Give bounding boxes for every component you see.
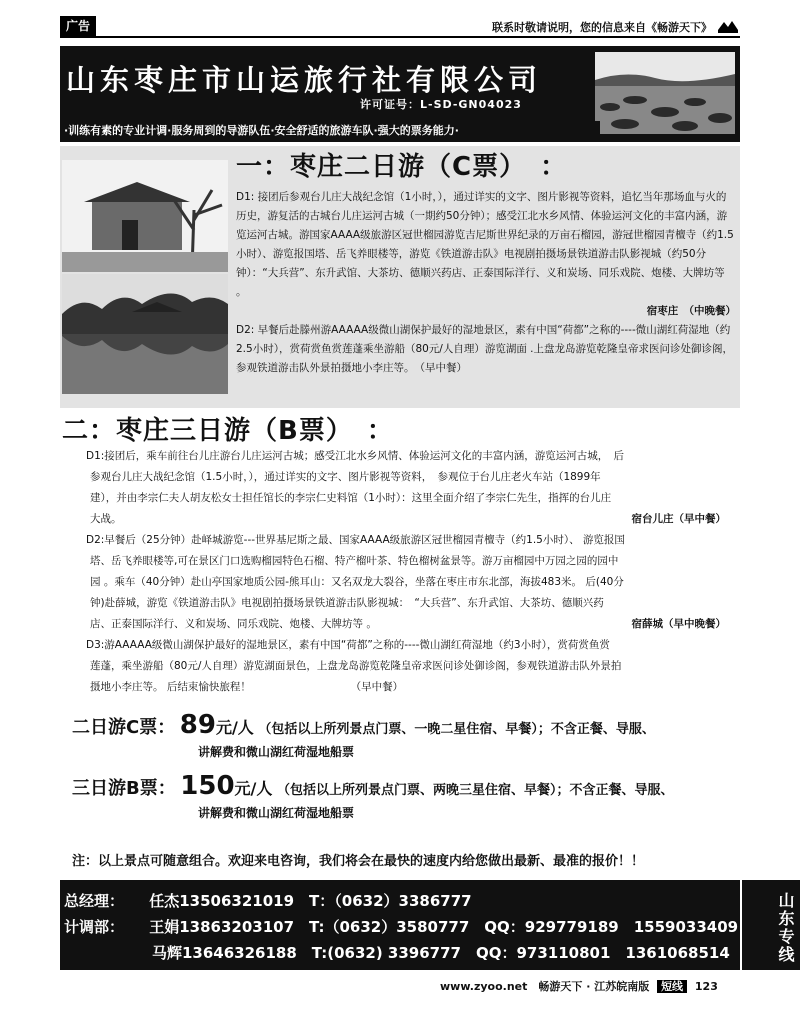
day2-meal: 宿薛城（早中晚餐） — [631, 618, 726, 630]
day3-line: D3:游AAAAA级微山湖保护最好的湿地景区，素有中国“荷都”之称的----微山湖红荷湿地（约3小时），赏荷赏鱼赏 — [86, 639, 610, 651]
day2-line — [86, 614, 726, 635]
b-ticket-price — [72, 771, 732, 802]
magazine-logo-icon — [716, 18, 740, 34]
contact-panel — [60, 880, 740, 970]
day2-itinerary: D2: 早餐后赴滕州游AAAAA级微山湖保护最好的湿地景区，素有中国“荷都”之称的----微山湖红荷湿地（约2.5小时），赏荷赏鱼赏莲蓬乘坐游船（80元/人自理）游览湖面 .上盘龙岛游览乾隆皇帝求医问诊处御诊阁，参观铁道游击队外景拍摄地小李庄等。 （早中餐） — [236, 324, 734, 374]
day2-line: 钟)赴薛城，游览《铁道游击队》电视剧拍摄场景铁道游击队影视城： “大兵营”、东升武馆、大茶坊、德顺兴药 — [90, 597, 604, 609]
combination-note: 注：以上景点可随意组合。欢迎来电咨询，我们将会在最快的速度内给您做出最新、最准的报价！！ — [72, 854, 645, 869]
company-name: 山东枣庄市山运旅行社有限公司 — [66, 63, 543, 97]
c-ticket-desc-2: 讲解费和微山湖红荷湿地船票 — [198, 745, 355, 759]
lake-photo — [595, 52, 735, 134]
three-day-itinerary — [86, 446, 726, 698]
day1-line: 参观台儿庄大战纪念馆（1.5小时，），通过详实的文字、图片影视等资料， 参观位于台儿庄老火车站（1899年 — [90, 471, 601, 483]
op-label: 计调部： — [64, 918, 125, 936]
day3-line: 摄地小李庄等。 后结束愉快旅程！ （早中餐） — [90, 681, 404, 693]
two-day-tour-section — [60, 146, 740, 408]
ad-label: 广告 — [60, 16, 96, 36]
c-ticket-amount: 89 — [179, 710, 216, 740]
day1-itinerary: D1: 接团后参观台儿庄大战纪念馆（1小时，），通过详实的文字、图片影视等资料，追忆当年那场血与火的历史，游复活的古城台儿庄运河古城（一期约50分钟）；感受江北水乡风情、体验运河文化的丰富内涵，游览运河古城。游国家AAAA级旅游区冠世榴园游览吉尼斯世界纪录的万亩石榴园，游冠世榴园青檀寺（约1.5小时）、游览报国塔、岳飞养眼楼等，游览《铁道游击队》电视剧拍摄场景铁道游击队影视城（约50分钟）：“大兵营”、东升武馆、大茶坊、德顺兴药店、正泰国际洋行、义和炭场、同乐戏院、炮楼、大牌坊等 。 — [236, 191, 734, 298]
shandong-line-tab: 山东专线 — [742, 880, 800, 970]
footer-site: www.zyoo.net 畅游天下 · 江苏皖南版 — [440, 980, 650, 993]
c-ticket-price — [72, 710, 732, 741]
op-contact-1: 王娟13863203107 T:（0632）3580777 QQ：929779189 1559033409 — [149, 918, 739, 936]
day1-line-end: 大战。 — [90, 513, 122, 525]
b-ticket-desc: （包括以上所列景点门票、两晚三星住宿、早餐）；不含正餐、导服、 — [276, 783, 674, 798]
c-ticket-desc: （包括以上所列景点门票、一晚二星住宿、早餐）；不含正餐、导服、 — [258, 722, 655, 737]
canal-town-photo — [62, 274, 228, 394]
slogan-bar: ·训练有素的专业计调·服务周到的导游队伍·安全舒适的旅游车队·强大的票务能力· — [60, 121, 600, 140]
operations-row — [64, 916, 738, 937]
day1-meal: 宿枣庄 （中晚餐） — [646, 305, 736, 317]
day2-line: D2:早餐后（25分钟）赴峄城游览---世界基尼斯之最、国家AAAA级旅游区冠世榴园青檀寺（约1.5小时）、 游览报国 — [86, 534, 625, 546]
three-day-tour-title: 二：枣庄三日游（B票） ： — [62, 416, 394, 446]
b-ticket-unit: 元/人 — [234, 779, 273, 798]
page-number: 123 — [694, 980, 718, 993]
day1-line: D1:接团后，乘车前往台儿庄游台儿庄运河古城；感受江北水乡风情、体验运河文化的丰富内涵，游览运河古城， 后 — [86, 450, 625, 462]
b-ticket-amount: 150 — [180, 771, 235, 801]
page-footer — [440, 978, 718, 994]
gm-label: 总经理： — [64, 892, 125, 910]
memorial-hall-photo — [62, 160, 228, 272]
license-number: 许可证号：L-SD-GN04023 — [360, 98, 522, 111]
b-ticket-desc-2: 讲解费和微山湖红荷湿地船票 — [198, 806, 355, 820]
top-bar — [60, 16, 740, 38]
c-ticket-label: 二日游C票： — [72, 717, 176, 738]
day3-line: 莲蓬，乘坐游船（80元/人自理）游览湖面景色，上盘龙岛游览乾隆皇帝求医问诊处御诊阁，参观铁道游击队外景拍 — [90, 660, 622, 672]
day2-line-end: 店、正泰国际洋行、义和炭场、同乐戏院、炮楼、大牌坊等 。 — [90, 618, 377, 630]
day2-line: 园 。乘车（40分钟）赴山亭国家地质公园-熊耳山：又名双龙大裂谷，坐落在枣庄市东北部，海拔483米。 后(40分 — [90, 576, 624, 588]
c-ticket-unit: 元/人 — [215, 718, 254, 737]
day1-line — [86, 509, 726, 530]
gm-contact: 任杰13506321019 T：（0632）3386777 — [149, 892, 472, 910]
day1-meal: 宿台儿庄（早中餐） — [631, 513, 726, 525]
price-block — [72, 710, 732, 824]
footer-tag: 短线 — [657, 980, 687, 993]
source-notice: 联系时敬请说明，您的信息来自《畅游天下》 — [492, 21, 712, 34]
op-contact-2: 马辉13646326188 T:(0632) 3396777 QQ：973110801 1361068514 — [152, 944, 730, 962]
day2-line: 塔、岳飞养眼楼等,可在景区门口选购榴园特色石榴、特产榴叶茶、特色榴树盆景等。游万亩榴园中万园之园的园中 — [90, 555, 619, 567]
two-day-tour-title: 一：枣庄二日游（C票） ： — [236, 152, 568, 182]
two-day-itinerary — [236, 188, 736, 378]
b-ticket-label: 三日游B票： — [72, 778, 176, 799]
day1-line: 建），并由李宗仁夫人胡友松女士担任馆长的李宗仁史料馆（1小时）：这里全面介绍了李宗仁先生，指挥的台儿庄 — [90, 492, 612, 504]
general-manager-row — [64, 890, 472, 911]
